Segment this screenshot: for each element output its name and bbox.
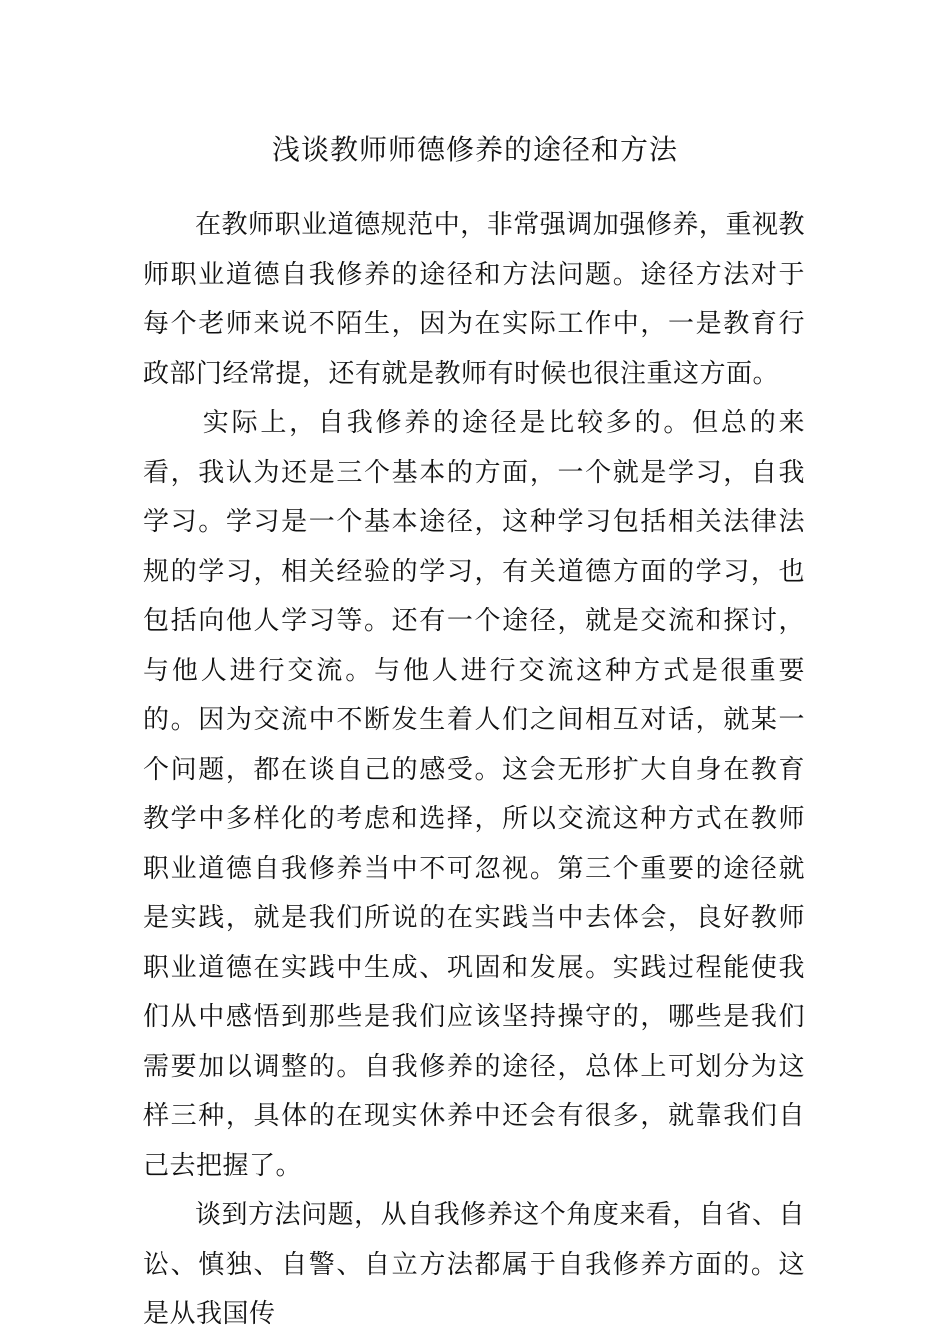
paragraph-3: 谈到方法问题，从自我修养这个角度来看，自省、自讼、慎独、自警、自立方法都属于自我修养方面的。这是从我国传 [143,1200,805,1329]
paragraph-2: 实际上，自我修养的途径是比较多的。但总的来看，我认为还是三个基本的方面，一个就是学习，自我学习。学习是一个基本途径，这种学习包括相关法律法规的学习，相关经验的学习，有关道德方面的学习，也包括向他人学习等。还有一个途径，就是交流和探讨，与他人进行交流。与他人进行交流这种方式是很重要的。因为交流中不断发生着人们之间相互对话，就某一个问题，都在谈自己的感受。这会无形扩大自身在教育教学中多样化的考虑和选择，所以交流这种方式在教师职业道德自我修养当中不可忽视。第三个重要的途径就是实践，就是我们所说的在实践当中去体会，良好教师职业道德在实践中生成、巩固和发展。实践过程能使我们从中感悟到那些是我们应该坚持操守的，哪些是我们需要加以调整的。自我修养的途径，总体上可划分为这样三种，具体的在现实休养中还会有很多，就靠我们自己去把握了。 [143,408,805,1181]
document-title: 浅谈教师师德修养的途径和方法 [271,133,678,166]
document-body [143,201,805,1340]
paragraph-1: 在教师职业道德规范中，非常强调加强修养，重视教师职业道德自我修养的途径和方法问题。途径方法对于每个老师来说不陌生，因为在实际工作中，一是教育行政部门经常提，还有就是教师有时候也很注重这方面。 [143,210,805,389]
